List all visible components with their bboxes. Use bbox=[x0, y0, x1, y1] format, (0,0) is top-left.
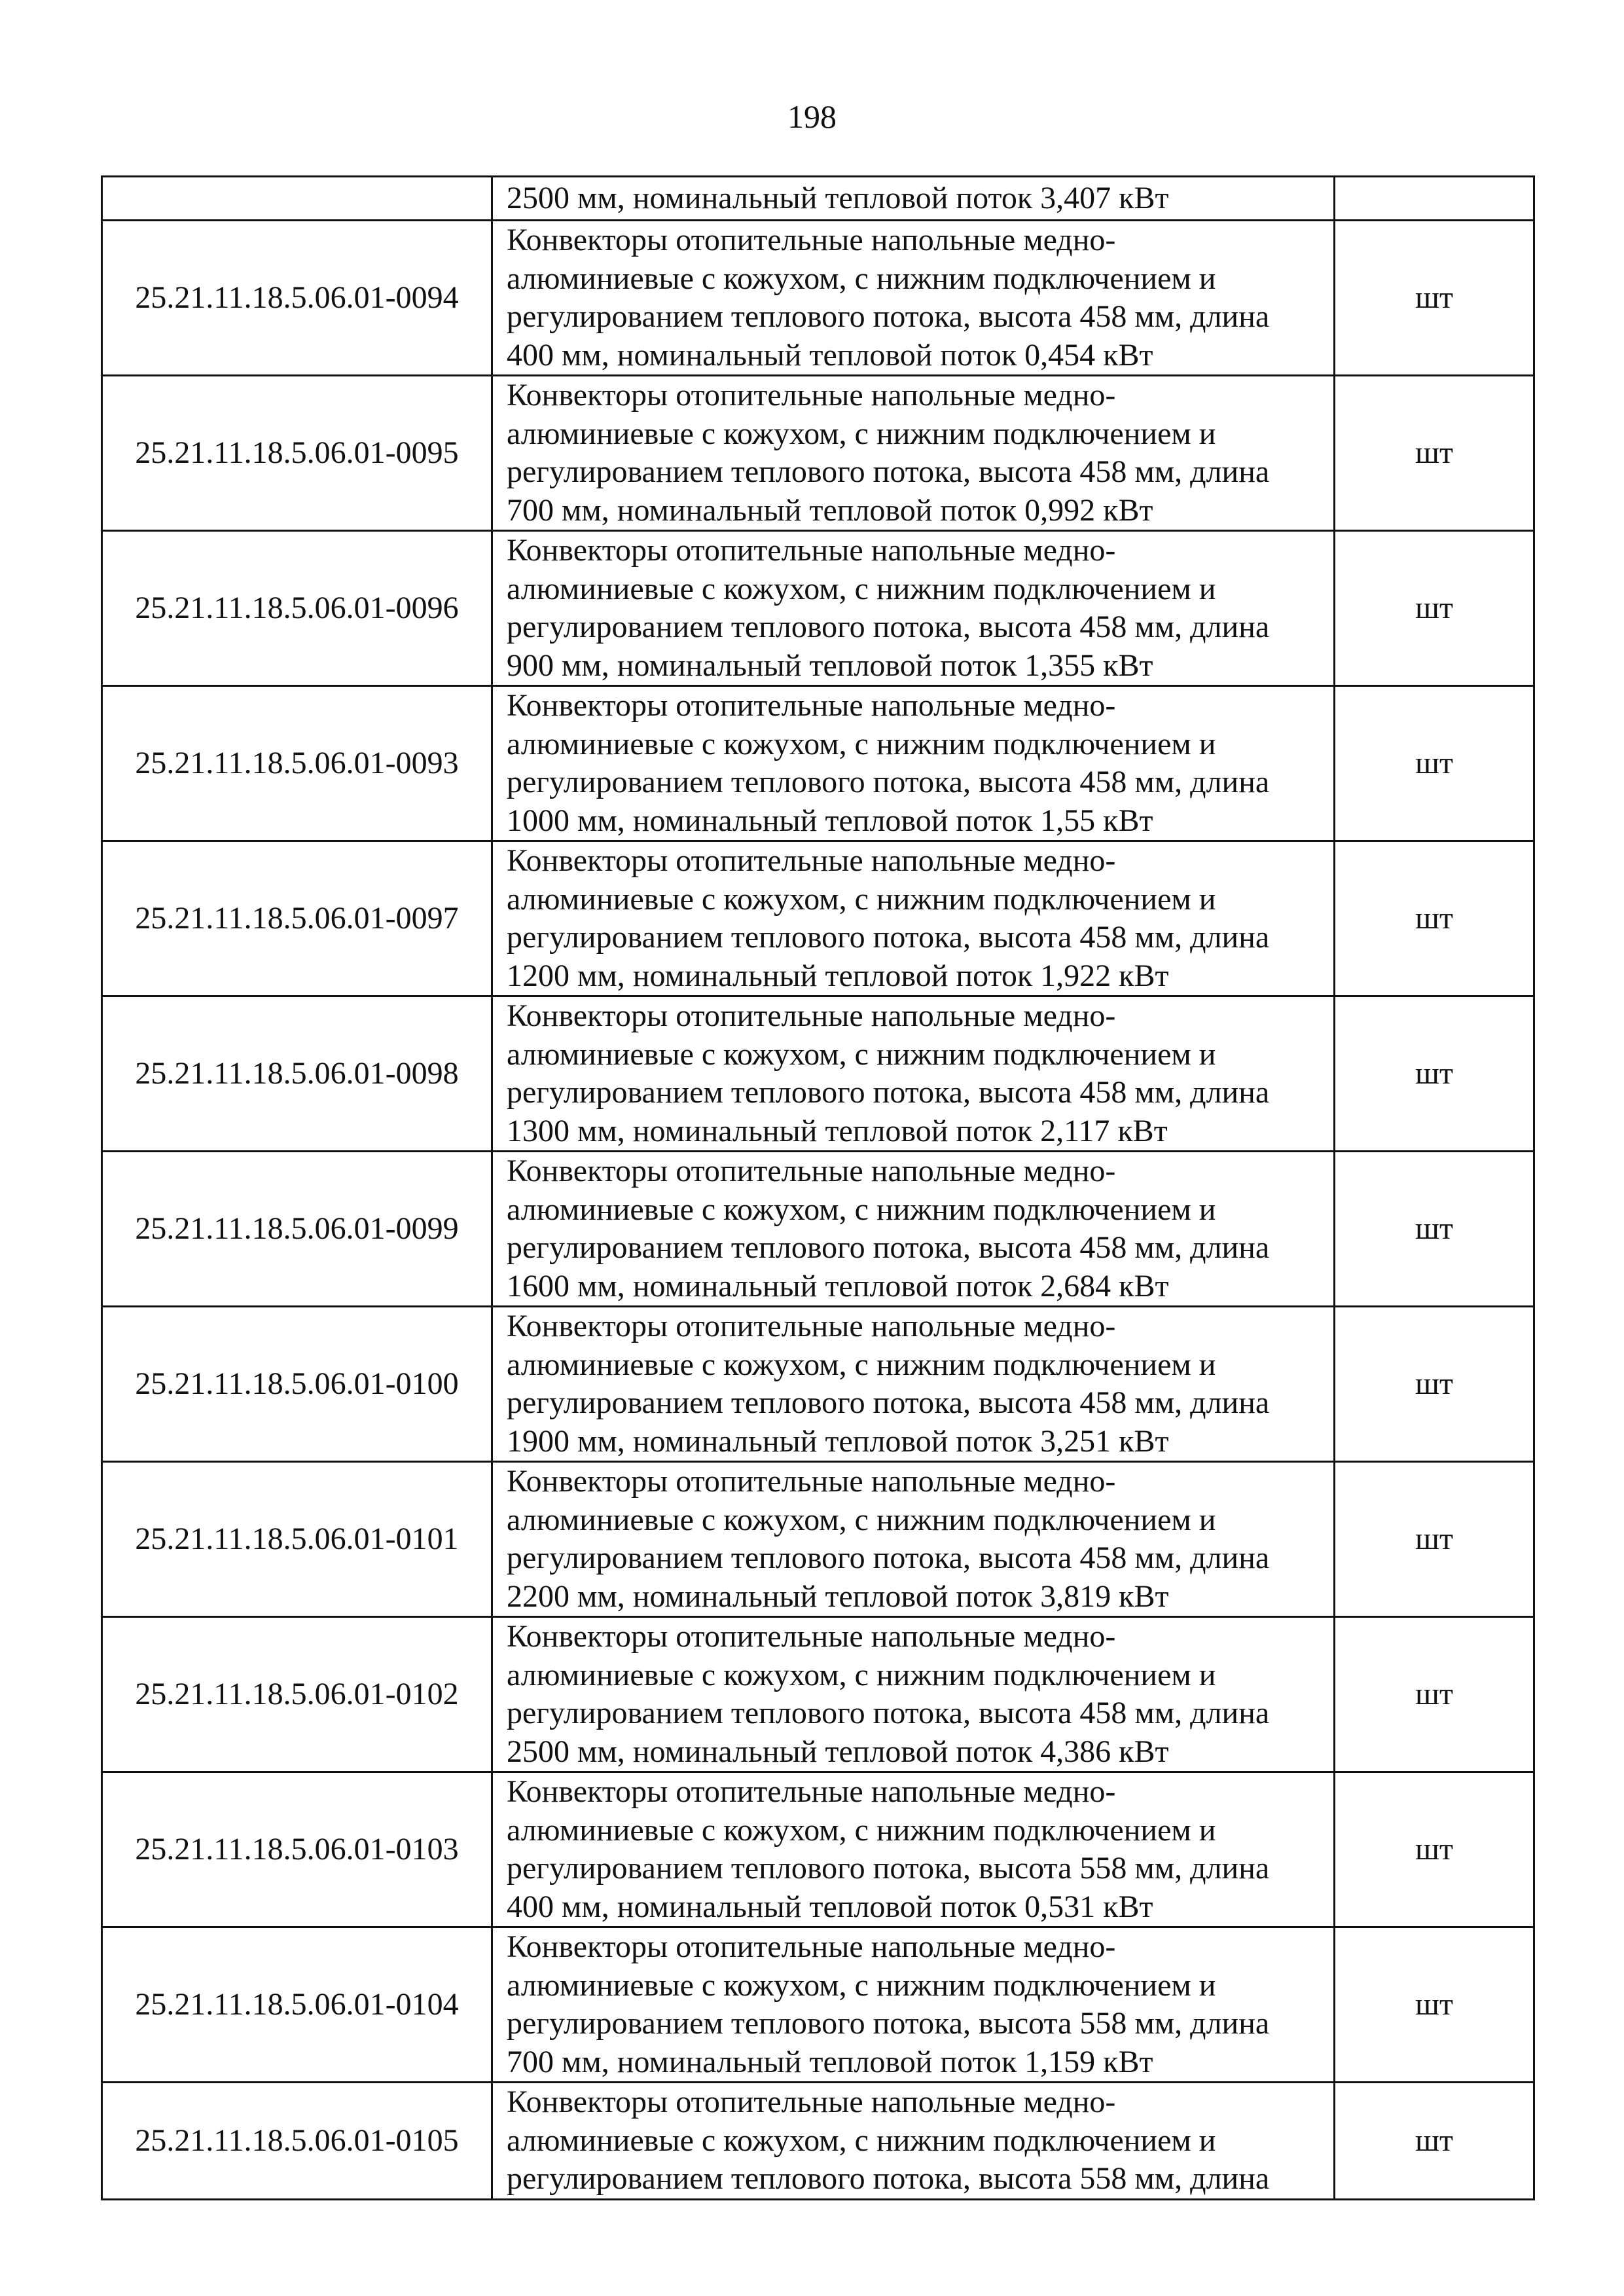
unit-cell: шт bbox=[1335, 1772, 1534, 1927]
table-row bbox=[102, 841, 1534, 996]
description-line: регулированием теплового потока, высота 558 мм, длина bbox=[507, 2161, 1270, 2196]
description-line: алюминиевые с кожухом, с нижним подключением и bbox=[507, 1036, 1216, 1072]
description-line: алюминиевые с кожухом, с нижним подключением и bbox=[507, 2123, 1216, 2158]
code-cell bbox=[102, 177, 492, 221]
description-line: 1200 мм, номинальный тепловой поток 1,922 кВт bbox=[507, 958, 1169, 993]
table-row bbox=[102, 1927, 1534, 2083]
description-line: регулированием теплового потока, высота 458 мм, длина bbox=[507, 1075, 1270, 1110]
description-line: Конвекторы отопительные напольные медно- bbox=[507, 533, 1116, 568]
unit-cell: шт bbox=[1335, 221, 1534, 376]
unit-cell: шт bbox=[1335, 531, 1534, 686]
code-cell: 25.21.11.18.5.06.01-0097 bbox=[102, 841, 492, 996]
description-line: Конвекторы отопительные напольные медно- bbox=[507, 378, 1116, 412]
description-line: 1300 мм, номинальный тепловой поток 2,117 кВт bbox=[507, 1113, 1168, 1148]
unit-cell: шт bbox=[1335, 1617, 1534, 1772]
table-row-continuation bbox=[102, 177, 1534, 221]
unit-cell: шт bbox=[1335, 996, 1534, 1152]
description-line: регулированием теплового потока, высота 458 мм, длина bbox=[507, 1385, 1270, 1420]
description-line: Конвекторы отопительные напольные медно- bbox=[507, 1929, 1116, 1964]
table-row bbox=[102, 531, 1534, 686]
description-line: Конвекторы отопительные напольные медно- bbox=[507, 1154, 1116, 1188]
table-row bbox=[102, 1772, 1534, 1927]
table-row bbox=[102, 996, 1534, 1152]
description-line: алюминиевые с кожухом, с нижним подключением и bbox=[507, 1502, 1216, 1537]
table-row bbox=[102, 1152, 1534, 1307]
description-line: алюминиевые с кожухом, с нижним подключением и bbox=[507, 1812, 1216, 1848]
code-cell: 25.21.11.18.5.06.01-0103 bbox=[102, 1772, 492, 1927]
description-line: регулированием теплового потока, высота 458 мм, длина bbox=[507, 1696, 1270, 1730]
description-line: регулированием теплового потока, высота 458 мм, длина bbox=[507, 610, 1270, 644]
table-row bbox=[102, 376, 1534, 531]
description-cell bbox=[492, 1927, 1335, 2083]
unit-cell bbox=[1335, 177, 1534, 221]
description-line: алюминиевые с кожухом, с нижним подключением и bbox=[507, 726, 1216, 761]
description-line: Конвекторы отопительные напольные медно- bbox=[507, 223, 1116, 257]
unit-cell: шт bbox=[1335, 841, 1534, 996]
description-line: регулированием теплового потока, высота 458 мм, длина bbox=[507, 1230, 1270, 1265]
description-line: 700 мм, номинальный тепловой поток 1,159 кВт bbox=[507, 2044, 1153, 2079]
code-cell: 25.21.11.18.5.06.01-0101 bbox=[102, 1462, 492, 1617]
description-line: 2200 мм, номинальный тепловой поток 3,819 кВт bbox=[507, 1578, 1169, 1614]
code-cell: 25.21.11.18.5.06.01-0099 bbox=[102, 1152, 492, 1307]
table-row bbox=[102, 1307, 1534, 1462]
description-line: 1000 мм, номинальный тепловой поток 1,55 кВт bbox=[507, 803, 1153, 838]
unit-cell: шт bbox=[1335, 1462, 1534, 1617]
code-cell: 25.21.11.18.5.06.01-0093 bbox=[102, 686, 492, 841]
description-line: алюминиевые с кожухом, с нижним подключением и bbox=[507, 1192, 1216, 1227]
description-cell bbox=[492, 1617, 1335, 1772]
description-cell bbox=[492, 1772, 1335, 1927]
description-line: 1600 мм, номинальный тепловой поток 2,684 кВт bbox=[507, 1268, 1169, 1303]
description-cell bbox=[492, 841, 1335, 996]
description-line: 1900 мм, номинальный тепловой поток 3,251 кВт bbox=[507, 1423, 1169, 1459]
description-cell bbox=[492, 221, 1335, 376]
table-row bbox=[102, 221, 1534, 376]
description-line: алюминиевые с кожухом, с нижним подключением и bbox=[507, 881, 1216, 917]
description-line: алюминиевые с кожухом, с нижним подключением и bbox=[507, 571, 1216, 606]
code-cell: 25.21.11.18.5.06.01-0098 bbox=[102, 996, 492, 1152]
unit-cell: шт bbox=[1335, 376, 1534, 531]
description-line: регулированием теплового потока, высота 458 мм, длина bbox=[507, 454, 1270, 489]
description-line: Конвекторы отопительные напольные медно- bbox=[507, 1464, 1116, 1499]
catalog-table bbox=[101, 175, 1535, 2200]
description-cell bbox=[492, 1307, 1335, 1462]
description-line: Конвекторы отопительные напольные медно- bbox=[507, 688, 1116, 723]
description-line: регулированием теплового потока, высота 458 мм, длина bbox=[507, 920, 1270, 955]
description-cell bbox=[492, 686, 1335, 841]
code-cell: 25.21.11.18.5.06.01-0096 bbox=[102, 531, 492, 686]
description-line: 700 мм, номинальный тепловой поток 0,992 кВт bbox=[507, 492, 1153, 528]
unit-cell: шт bbox=[1335, 1927, 1534, 2083]
table-row bbox=[102, 2083, 1534, 2200]
code-cell: 25.21.11.18.5.06.01-0095 bbox=[102, 376, 492, 531]
description-cell bbox=[492, 1152, 1335, 1307]
code-cell: 25.21.11.18.5.06.01-0094 bbox=[102, 221, 492, 376]
unit-cell: шт bbox=[1335, 1307, 1534, 1462]
code-cell: 25.21.11.18.5.06.01-0100 bbox=[102, 1307, 492, 1462]
description-cell bbox=[492, 996, 1335, 1152]
description-line: алюминиевые с кожухом, с нижним подключением и bbox=[507, 416, 1216, 451]
unit-cell: шт bbox=[1335, 686, 1534, 841]
description-line: Конвекторы отопительные напольные медно- bbox=[507, 1774, 1116, 1809]
description-line: Конвекторы отопительные напольные медно- bbox=[507, 1309, 1116, 1343]
description-cell bbox=[492, 376, 1335, 531]
description-line: Конвекторы отопительные напольные медно- bbox=[507, 998, 1116, 1033]
description-line: регулированием теплового потока, высота 558 мм, длина bbox=[507, 2006, 1270, 2041]
description-cell: 2500 мм, номинальный тепловой поток 3,407 кВт bbox=[492, 177, 1335, 221]
description-line: 400 мм, номинальный тепловой поток 0,454 кВт bbox=[507, 337, 1153, 373]
description-line: Конвекторы отопительные напольные медно- bbox=[507, 2085, 1116, 2119]
table-row bbox=[102, 686, 1534, 841]
description-line: Конвекторы отопительные напольные медно- bbox=[507, 1619, 1116, 1654]
description-line: алюминиевые с кожухом, с нижним подключением и bbox=[507, 1657, 1216, 1692]
description-line: алюминиевые с кожухом, с нижним подключением и bbox=[507, 261, 1216, 296]
unit-cell: шт bbox=[1335, 1152, 1534, 1307]
table-row bbox=[102, 1617, 1534, 1772]
description-cell bbox=[492, 2083, 1335, 2200]
description-line: 2500 мм, номинальный тепловой поток 4,386 кВт bbox=[507, 1734, 1169, 1769]
unit-cell: шт bbox=[1335, 2083, 1534, 2200]
code-cell: 25.21.11.18.5.06.01-0102 bbox=[102, 1617, 492, 1772]
description-line: Конвекторы отопительные напольные медно- bbox=[507, 843, 1116, 878]
table-row bbox=[102, 1462, 1534, 1617]
description-cell bbox=[492, 531, 1335, 686]
description-line: регулированием теплового потока, высота 458 мм, длина bbox=[507, 765, 1270, 799]
description-line: регулированием теплового потока, высота 458 мм, длина bbox=[507, 1540, 1270, 1575]
description-line: регулированием теплового потока, высота 458 мм, длина bbox=[507, 299, 1270, 334]
description-cell bbox=[492, 1462, 1335, 1617]
description-line: алюминиевые с кожухом, с нижним подключением и bbox=[507, 1967, 1216, 2003]
description-line: 400 мм, номинальный тепловой поток 0,531 кВт bbox=[507, 1889, 1153, 1924]
description-line: 900 мм, номинальный тепловой поток 1,355 кВт bbox=[507, 647, 1153, 683]
code-cell: 25.21.11.18.5.06.01-0105 bbox=[102, 2083, 492, 2200]
description-line: алюминиевые с кожухом, с нижним подключением и bbox=[507, 1347, 1216, 1382]
page-number: 198 bbox=[787, 98, 837, 135]
code-cell: 25.21.11.18.5.06.01-0104 bbox=[102, 1927, 492, 2083]
description-line: регулированием теплового потока, высота 558 мм, длина bbox=[507, 1851, 1270, 1886]
